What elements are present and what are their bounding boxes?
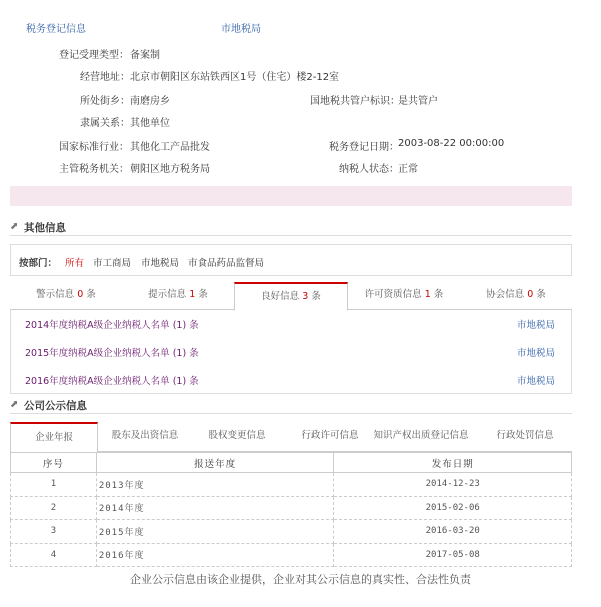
filter-food-drug[interactable]: 市食品药品监督局 bbox=[188, 258, 265, 269]
tab-unit: 条 bbox=[86, 289, 96, 300]
other-info-heading bbox=[10, 218, 572, 236]
tab-label: 知识产权出质登记信息 bbox=[373, 430, 469, 441]
table-row[interactable] bbox=[11, 543, 572, 567]
tab-equity-change[interactable] bbox=[192, 422, 282, 448]
cell-date: 2017-05-08 bbox=[334, 543, 572, 567]
public-info-title: 公司公示信息 bbox=[24, 400, 87, 412]
cell-index: 3 bbox=[11, 520, 97, 544]
status-value: 正常 bbox=[398, 164, 418, 175]
street-value: 南磨房乡 bbox=[130, 96, 170, 107]
tab-label: 协会信息 bbox=[486, 289, 525, 300]
authority-value: 朝阳区地方税务局 bbox=[130, 164, 210, 175]
good-info-list bbox=[10, 310, 572, 394]
affiliation-value: 其他单位 bbox=[130, 118, 170, 129]
cell-year[interactable]: 2014年度 bbox=[96, 496, 334, 520]
separator-band bbox=[10, 186, 572, 206]
tab-annual-report[interactable] bbox=[10, 422, 98, 453]
other-info-tabs bbox=[10, 282, 572, 310]
tab-label: 警示信息 bbox=[36, 289, 75, 300]
table-row[interactable] bbox=[11, 473, 572, 497]
authority-label: 主管税务机关： bbox=[59, 164, 129, 175]
tab-label: 股东及出资信息 bbox=[111, 430, 179, 441]
cell-index: 2 bbox=[11, 496, 97, 520]
industry-value: 其他化工产品批发 bbox=[130, 142, 210, 153]
tab-count: 3 bbox=[302, 291, 309, 302]
arrow-corner-icon: ⬈ bbox=[10, 221, 19, 232]
col-header-year: 报送年度 bbox=[96, 453, 334, 473]
shared-value: 是共管户 bbox=[398, 96, 438, 107]
reg-type-label: 登记受理类型： bbox=[59, 50, 129, 61]
tab-admin-license[interactable] bbox=[282, 422, 378, 448]
tab-label: 股权变更信息 bbox=[208, 430, 266, 441]
shared-label: 国地税共管户标识： bbox=[310, 96, 400, 107]
list-item[interactable]: 2014年度纳税A级企业纳税人名单 (1) 条 bbox=[25, 320, 199, 331]
list-item-source[interactable]: 市地税局 bbox=[516, 320, 555, 331]
tab-count: 0 bbox=[77, 289, 84, 300]
tab-label: 良好信息 bbox=[261, 291, 300, 302]
col-header-date: 发布日期 bbox=[334, 453, 572, 473]
industry-label: 国家标准行业： bbox=[59, 142, 129, 153]
table-row[interactable] bbox=[11, 496, 572, 520]
filter-label: 按部门： bbox=[19, 258, 58, 269]
filter-local-tax[interactable]: 市地税局 bbox=[141, 258, 180, 269]
disclaimer-note: 企业公示信息由该企业提供，企业对其公示信息的真实性、合法性负责 bbox=[130, 573, 471, 586]
tab-label: 行政处罚信息 bbox=[496, 430, 554, 441]
tab-count: 0 bbox=[527, 289, 534, 300]
list-item-source[interactable]: 市地税局 bbox=[516, 348, 555, 359]
cell-index: 1 bbox=[11, 473, 97, 497]
status-label: 纳税人状态： bbox=[339, 164, 399, 175]
tab-unit: 条 bbox=[311, 291, 321, 302]
cell-year[interactable]: 2015年度 bbox=[96, 520, 334, 544]
reg-date-label: 税务登记日期： bbox=[329, 142, 399, 153]
tab-label: 提示信息 bbox=[148, 289, 187, 300]
local-tax-bureau-link[interactable]: 市地税局 bbox=[221, 24, 261, 35]
tab-good[interactable] bbox=[234, 282, 348, 311]
tab-ip-pledge[interactable] bbox=[368, 422, 474, 448]
tab-label: 企业年报 bbox=[34, 432, 73, 443]
arrow-corner-icon: ⬈ bbox=[10, 399, 19, 410]
street-label: 所处街乡： bbox=[80, 96, 130, 107]
tab-admin-penalty[interactable] bbox=[478, 422, 572, 448]
annual-report-table bbox=[10, 452, 572, 567]
tab-shareholders[interactable] bbox=[100, 422, 190, 448]
filter-all[interactable]: 所有 bbox=[65, 258, 85, 269]
tab-hint[interactable] bbox=[122, 282, 234, 308]
tax-registration-link[interactable]: 税务登记信息 bbox=[26, 24, 86, 35]
cell-index: 4 bbox=[11, 543, 97, 567]
cell-date: 2014-12-23 bbox=[334, 473, 572, 497]
list-item-source[interactable]: 市地税局 bbox=[516, 376, 555, 387]
tab-license[interactable] bbox=[348, 282, 460, 308]
cell-year[interactable]: 2013年度 bbox=[96, 473, 334, 497]
col-header-index: 序号 bbox=[11, 453, 97, 473]
reg-date-value: 2003-08-22 00:00:00 bbox=[398, 138, 505, 149]
tab-unit: 条 bbox=[433, 289, 444, 300]
tab-count: 1 bbox=[424, 289, 431, 300]
reg-type-value: 备案制 bbox=[130, 50, 160, 61]
other-info-title: 其他信息 bbox=[24, 222, 66, 234]
public-info-tabs bbox=[10, 422, 572, 452]
cell-date: 2015-02-06 bbox=[334, 496, 572, 520]
address-value: 北京市朝阳区东站铁西区1号（住宅）楼2-12室 bbox=[130, 72, 340, 83]
public-info-heading bbox=[10, 396, 572, 414]
filter-industry-commerce[interactable]: 市工商局 bbox=[93, 258, 132, 269]
affiliation-label: 隶属关系： bbox=[80, 118, 130, 129]
tab-unit: 条 bbox=[536, 289, 546, 300]
list-item[interactable]: 2015年度纳税A级企业纳税人名单 (1) 条 bbox=[25, 348, 199, 359]
tab-label: 行政许可信息 bbox=[301, 430, 359, 441]
tab-label: 许可资质信息 bbox=[364, 289, 422, 300]
address-label: 经营地址： bbox=[80, 72, 130, 83]
table-header-row bbox=[11, 453, 572, 473]
tab-warning[interactable] bbox=[10, 282, 122, 308]
cell-date: 2016-03-20 bbox=[334, 520, 572, 544]
cell-year[interactable]: 2016年度 bbox=[96, 543, 334, 567]
list-item[interactable]: 2016年度纳税A级企业纳税人名单 (1) 条 bbox=[25, 376, 199, 387]
tab-count: 1 bbox=[189, 289, 196, 300]
table-row[interactable] bbox=[11, 520, 572, 544]
department-filter bbox=[10, 244, 572, 276]
tab-association[interactable] bbox=[460, 282, 572, 308]
tab-unit: 条 bbox=[198, 289, 208, 300]
